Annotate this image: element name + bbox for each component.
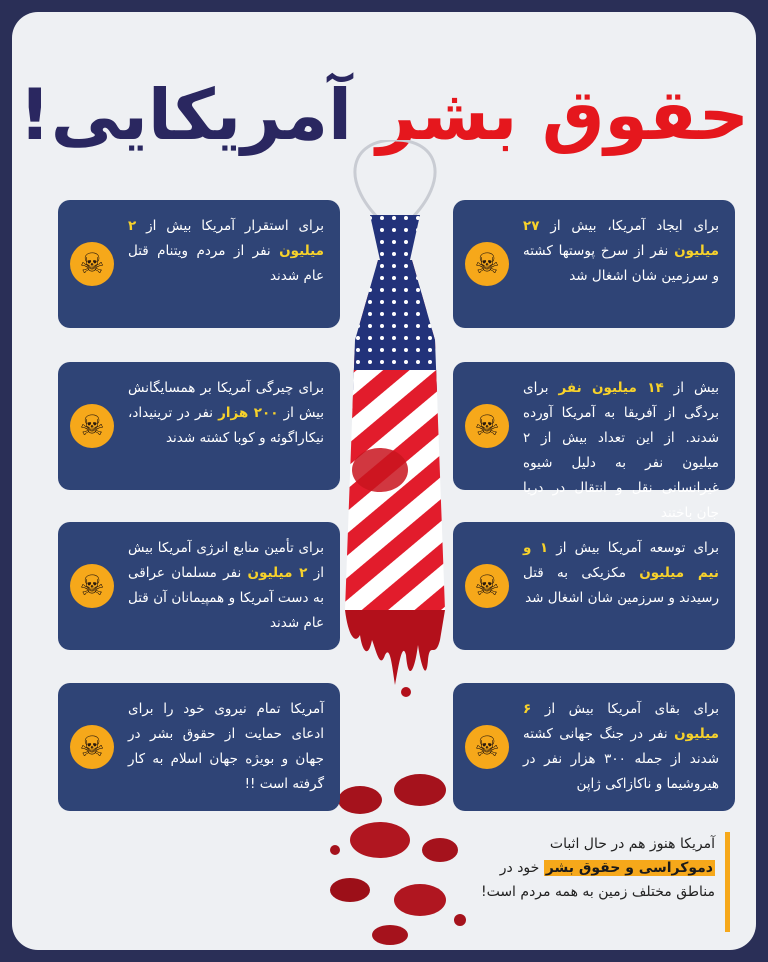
fact-box-left-2: برای چیرگی آمریکا بر همسایگانش بیش از ۲۰۰ هزار نفر در ترینیداد، نیکاراگوئه و کوبا کشته شدند ☠ <box>58 362 340 490</box>
title-dark-part: آمریکایی! <box>18 74 353 156</box>
fact-box-right-4: برای بقای آمریکا بیش از ۶ میلیون نفر در جنگ جهانی کشته شدند از جمله ۳۰۰ هزار نفر در هیروشیما و ناکازاکی ژاپن ☠ <box>453 683 735 811</box>
fact-box-right-1: برای ایجاد آمریکا، بیش از ۲۷ میلیون نفر از سرخ پوستها کشته و سرزمین شان اشغال شد ☠ <box>453 200 735 328</box>
american-flag-tie-illustration <box>340 140 450 700</box>
skull-crossbones-icon: ☠ <box>465 404 509 448</box>
democracy-highlight: دموکراسی و حقوق بشر <box>545 860 713 876</box>
skull-crossbones-icon: ☠ <box>465 564 509 608</box>
closing-note: آمریکا هنوز هم در حال اثبات دموکراسی و حقوق بشر خود در مناطق مختلف زمین به همه مردم است! <box>480 832 730 932</box>
skull-crossbones-icon: ☠ <box>465 242 509 286</box>
title-red-part: حقوق بشر <box>376 74 750 156</box>
skull-crossbones-icon: ☠ <box>465 725 509 769</box>
skull-crossbones-icon: ☠ <box>70 725 114 769</box>
skull-crossbones-icon: ☠ <box>70 242 114 286</box>
fact-box-right-3: برای توسعه آمریکا بیش از ۱ و نیم میلیون مکزیکی به قتل رسیدند و سرزمین شان اشغال شد ☠ <box>453 522 735 650</box>
fact-box-left-1: برای استقرار آمریکا بیش از ۲ میلیون نفر از مردم ویتنام قتل عام شدند ☠ <box>58 200 340 328</box>
fact-box-left-4: آمریکا تمام نیروی خود را برای ادعای حمایت از حقوق بشر در جهان و بویژه جهان اسلام به کار گرفته است !! ☠ <box>58 683 340 811</box>
skull-crossbones-icon: ☠ <box>70 404 114 448</box>
fact-box-right-2: بیش از ۱۴ میلیون نفر برای بردگی از آفریقا به آمریکا آورده شدند. از این تعداد بیش از ۲ میلیون نفر به دلیل شیوه غیرانسانی نقل و انتقال در دریا جان باختند ☠ <box>453 362 735 490</box>
skull-crossbones-icon: ☠ <box>70 564 114 608</box>
fact-box-left-3: برای تأمین منابع انرژی آمریکا بیش از ۲ میلیون نفر مسلمان عراقی به دست آمریکا و همپیمانان آن قتل عام شدند ☠ <box>58 522 340 650</box>
